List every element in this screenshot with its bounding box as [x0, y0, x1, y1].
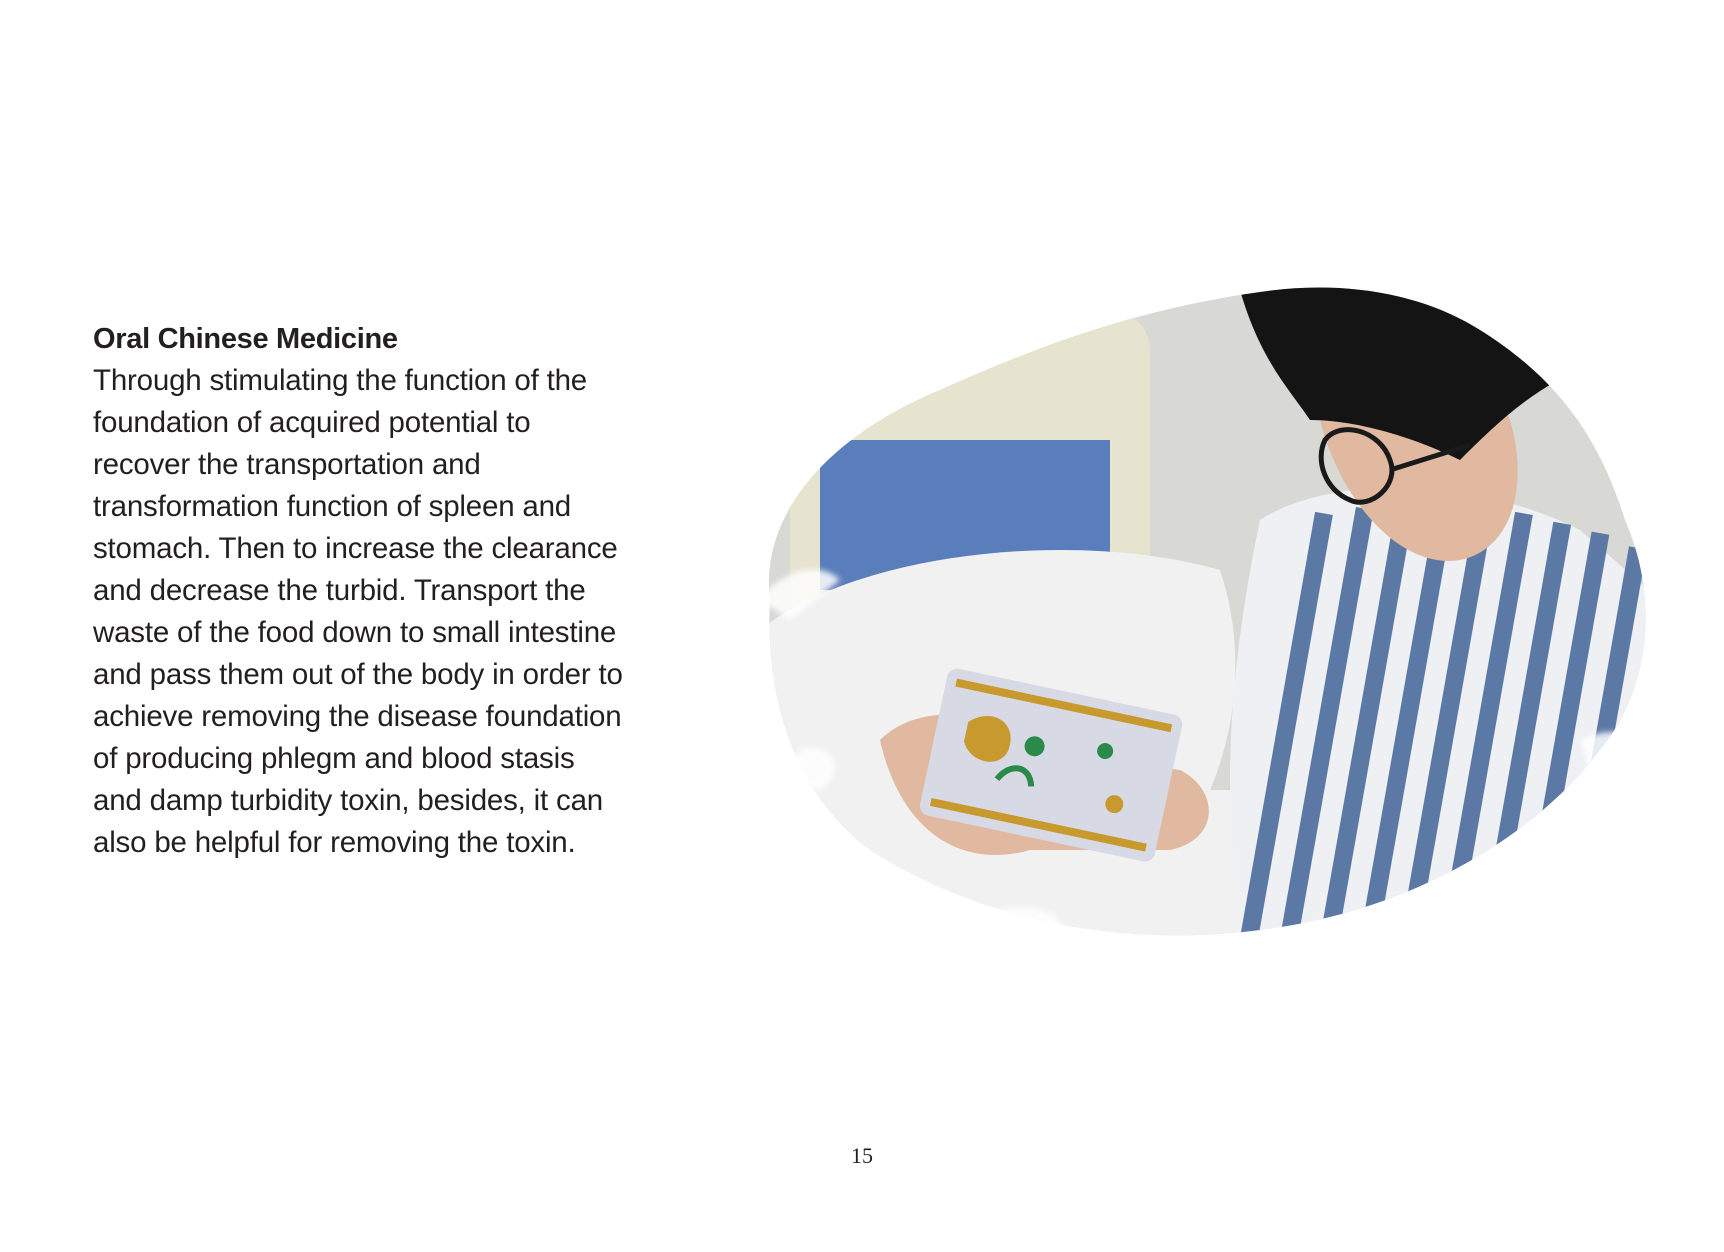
body-line: of producing phlegm and blood stasis	[93, 742, 575, 775]
text-column	[93, 318, 713, 864]
patient-photo	[700, 270, 1700, 970]
body-line: and decrease the turbid. Transport the	[93, 574, 586, 607]
page-number: 15	[851, 1143, 873, 1168]
body-line: transformation function of spleen and	[93, 490, 572, 523]
body-line: achieve removing the disease foundation	[93, 700, 622, 733]
body-line: and pass them out of the body in order to	[93, 658, 623, 691]
body-line: Through stimulating the function of the	[93, 364, 588, 397]
section-heading: Oral Chinese Medicine	[93, 323, 398, 355]
body-paragraph	[93, 360, 713, 864]
body-line: foundation of acquired potential to	[93, 406, 531, 439]
body-line: stomach. Then to increase the clearance	[93, 532, 618, 565]
patient-photo-illustration	[700, 270, 1700, 970]
body-line: also be helpful for removing the toxin.	[93, 826, 576, 859]
body-line: waste of the food down to small intestine	[93, 616, 617, 649]
body-line: recover the transportation and	[93, 448, 481, 481]
body-line: and damp turbidity toxin, besides, it can	[93, 784, 603, 817]
